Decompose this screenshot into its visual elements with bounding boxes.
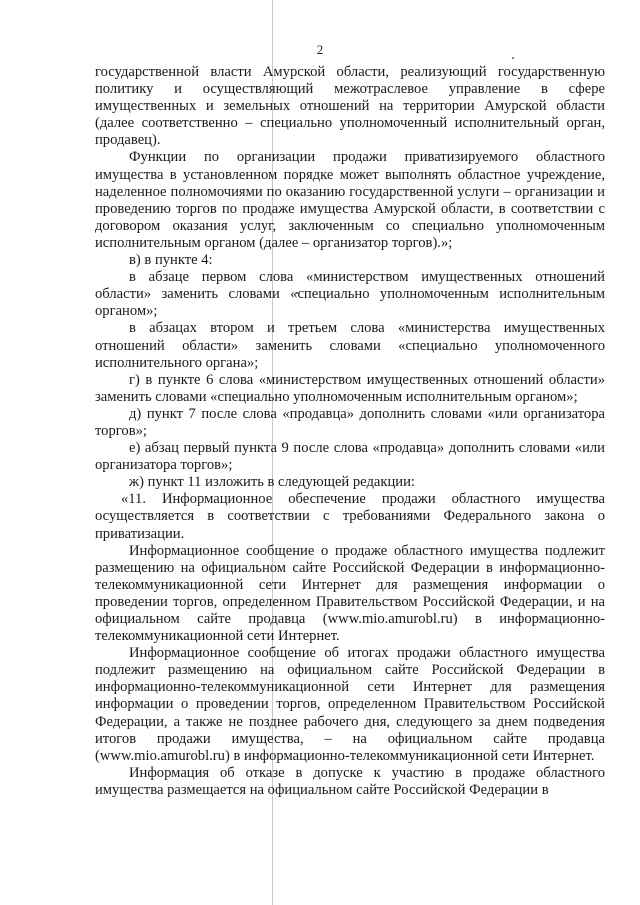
- paragraph: «11. Информационное обеспечение продажи областного имущества осуществляется в соответствии с требованиями Федерального закона о приватизации.: [95, 491, 605, 542]
- paragraph: ж) пункт 11 изложить в следующей редакции:: [129, 474, 415, 491]
- page-number: 2: [316, 42, 324, 57]
- paragraph: в абзацах втором и третьем слова «министерства имущественных отношений области» заменить словами «специально уполномоченного исполнительного органа»;: [95, 320, 605, 371]
- paragraph: в абзаце первом слова «министерством имущественных отношений области» заменить словами «специально уполномоченным исполнительным органом»;: [95, 269, 605, 320]
- paragraph: Информация об отказе в допуске к участию в продаже областного имущества размещается на официальном сайте Российской Федерации в: [95, 764, 605, 798]
- paragraph: государственной власти Амурской области, реализующий государственную политику и осуществляющий межотраслевое управление в сфере имущественных и земельных отношений на территории Амурской области (далее соответственно – специально уполномоченный исполнительный орган, продавец).: [95, 64, 605, 149]
- paragraph: в) в пункте 4:: [129, 252, 213, 269]
- document-body: [95, 64, 605, 799]
- paragraph: Информационное сообщение о продаже областного имущества подлежит размещению на официальном сайте Российской Федерации в информационно-телекоммуникационной сети Интернет для размещения информации о проведении торгов, определенном Правительством Российской Федерации, и на официальном сайте продавца (www.mio.amurobl.ru) в информационно-телекоммуникационной сети Интернет.: [95, 542, 605, 645]
- paragraph: г) в пункте 6 слова «министерством имущественных отношений области» заменить словами «специально уполномоченным исполнительным органом»;: [95, 371, 605, 405]
- paragraph: Функции по организации продажи приватизируемого областного имущества в установленном порядке может выполнять областное учреждение, наделенное полномочиями по оказанию государственной услуги – организации и проведению торгов по продаже имущества Амурской области, в соответствии с договором оказания услуг, заключенным со специально уполномоченным исполнительным органом (далее – организатор торгов).»;: [95, 149, 605, 251]
- paragraph: Информационное сообщение об итогах продажи областного имущества подлежит размещению на официальном сайте Российской Федерации в информационно-телекоммуникационной сети Интернет для размещения информации о проведении торгов, определенном Правительством Российской Федерации, а также не позднее рабочего дня, следующего за днем подведения итогов продажи имущества, – на официальном сайте продавца (www.mio.amurobl.ru) в информационно-телекоммуникационной сети Интернет.: [95, 645, 605, 764]
- paragraph: е) абзац первый пункта 9 после слова «продавца» дополнить словами «или организатора торгов»;: [95, 440, 605, 474]
- paragraph: д) пункт 7 после слова «продавца» дополнить словами «или организатора торгов»;: [95, 405, 605, 439]
